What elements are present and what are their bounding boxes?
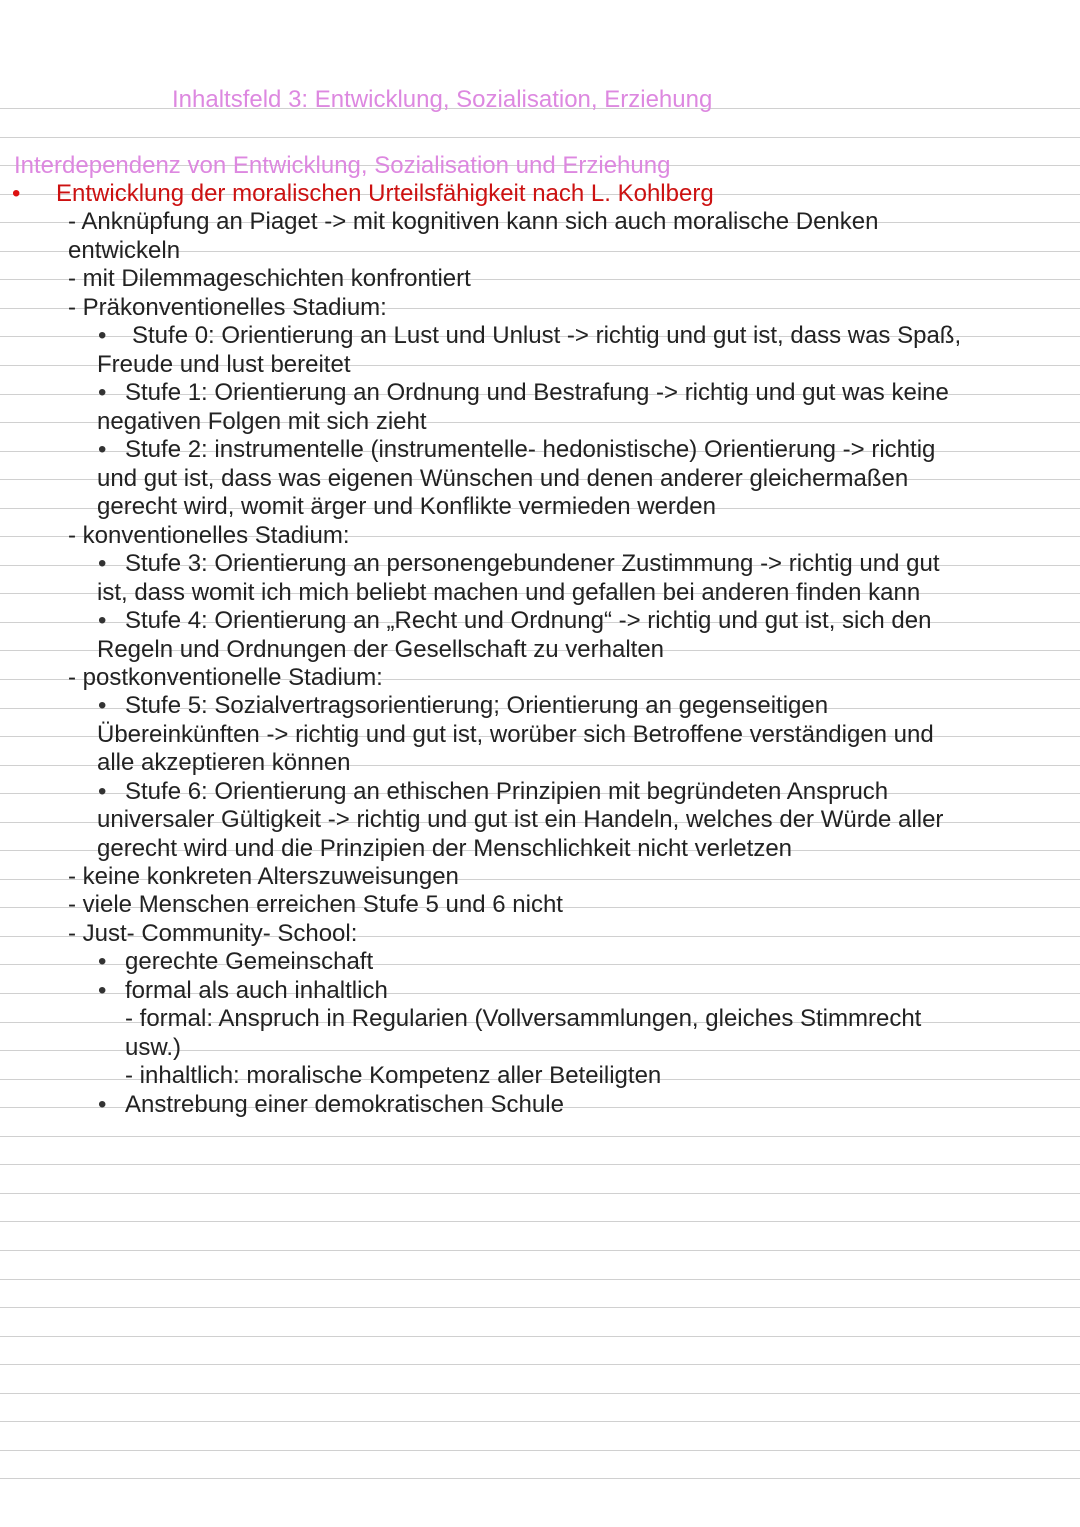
list-item-stufe-4: Stufe 4: Orientierung an „Recht und Ordnung“ -> richtig und gut ist, sich den — [125, 607, 932, 634]
text-line: - keine konkreten Alterszuweisungen — [68, 863, 459, 890]
text-line: - inhaltlich: moralische Kompetenz aller Beteiligten — [125, 1062, 662, 1089]
text-line: gerecht wird, womit ärger und Konflikte vermieden werden — [97, 493, 716, 520]
list-bullet: • — [98, 977, 107, 1004]
text-line: usw.) — [125, 1034, 182, 1061]
text-line: alle akzeptieren können — [97, 749, 351, 776]
topic-heading: Entwicklung der moralischen Urteilsfähigkeit nach L. Kohlberg — [56, 180, 714, 207]
list-item: Anstrebung einer demokratischen Schule — [125, 1091, 564, 1118]
page-header: Inhaltsfeld 3: Entwicklung, Sozialisation, Erziehung — [172, 86, 713, 113]
text-line: gerecht wird und die Prinzipien der Menschlichkeit nicht verletzen — [97, 835, 793, 862]
list-item-stufe-0: Stufe 0: Orientierung an Lust und Unlust -> richtig und gut ist, dass was Spaß, — [132, 322, 962, 349]
list-bullet: • — [98, 692, 107, 719]
text-line: Regeln und Ordnungen der Gesellschaft zu verhalten — [97, 636, 665, 663]
list-bullet: • — [98, 948, 107, 975]
list-bullet: • — [98, 1091, 107, 1118]
text-line: negativen Folgen mit sich zieht — [97, 408, 427, 435]
list-bullet: • — [98, 607, 107, 634]
list-bullet: • — [98, 436, 107, 463]
text-line: Übereinkünften -> richtig und gut ist, worüber sich Betroffene verständigen und — [97, 721, 934, 748]
list-item: gerechte Gemeinschaft — [125, 948, 374, 975]
text-line: - viele Menschen erreichen Stufe 5 und 6 nicht — [68, 891, 563, 918]
list-item-stufe-3: Stufe 3: Orientierung an personengebundener Zustimmung -> richtig und gut — [125, 550, 940, 577]
list-bullet: • — [98, 550, 107, 577]
list-item-stufe-2: Stufe 2: instrumentelle (instrumentelle- hedonistische) Orientierung -> richtig — [125, 436, 936, 463]
text-line: - postkonventionelle Stadium: — [68, 664, 383, 691]
text-line: und gut ist, dass was eigenen Wünschen und denen anderer gleichermaßen — [97, 465, 909, 492]
list-item-stufe-1: Stufe 1: Orientierung an Ordnung und Bestrafung -> richtig und gut was keine — [125, 379, 949, 406]
list-bullet: • — [98, 322, 107, 349]
text-line: Freude und lust bereitet — [97, 351, 351, 378]
text-line: - Präkonventionelles Stadium: — [68, 294, 387, 321]
list-bullet: • — [98, 778, 107, 805]
text-line: - Anknüpfung an Piaget -> mit kognitiven kann sich auch moralische Denken — [68, 208, 879, 235]
list-item-stufe-5: Stufe 5: Sozialvertragsorientierung; Orientierung an gegenseitigen — [125, 692, 829, 719]
text-line: - Just- Community- School: — [68, 920, 358, 947]
list-item: formal als auch inhaltlich — [125, 977, 388, 1004]
list-item-stufe-6: Stufe 6: Orientierung an ethischen Prinzipien mit begründeten Anspruch — [125, 778, 889, 805]
text-line: entwickeln — [68, 237, 181, 264]
text-line: - formal: Anspruch in Regularien (Vollversammlungen, gleiches Stimmrecht — [125, 1005, 922, 1032]
section-title: Interdependenz von Entwicklung, Sozialisation und Erziehung — [14, 152, 671, 179]
text-line: ist, dass womit ich mich beliebt machen und gefallen bei anderen finden kann — [97, 579, 921, 606]
topic-bullet: • — [12, 180, 21, 207]
text-line: universaler Gültigkeit -> richtig und gut ist ein Handeln, welches der Würde aller — [97, 806, 944, 833]
text-line: - mit Dilemmageschichten konfrontiert — [68, 265, 471, 292]
list-bullet: • — [98, 379, 107, 406]
text-line: - konventionelles Stadium: — [68, 522, 350, 549]
